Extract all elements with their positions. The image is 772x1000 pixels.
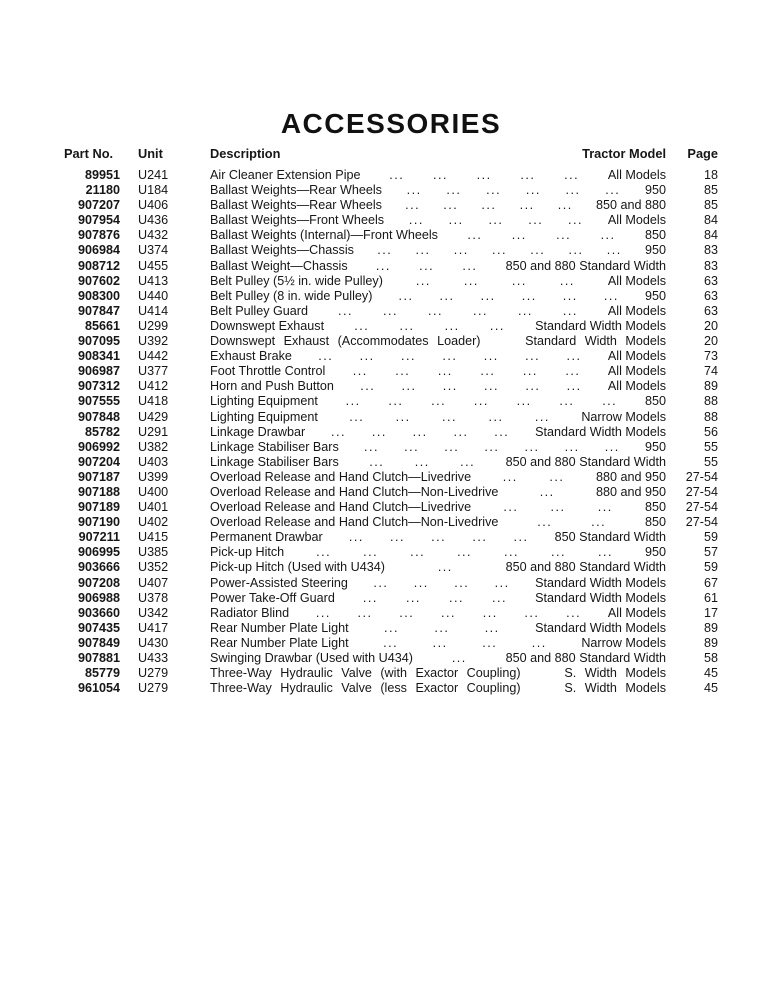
dot-leader: ... ... ... ... ... ... ... [315, 605, 582, 620]
description-text: Overload Release and Hand Clutch—Non-Livedrive [210, 484, 499, 499]
dot-leader: ... ... ... ... ... ... ... [318, 349, 582, 364]
tractor-model-cell: All Models [607, 605, 666, 620]
part-no-cell: 907187 [77, 469, 120, 484]
dot-leader: ... ... ... ... ... ... [360, 379, 582, 394]
part-no-cell: 906992 [77, 439, 120, 454]
table-row [64, 364, 718, 379]
tractor-model-cell: 850 [644, 394, 666, 409]
dot-leader: ... ... ... ... [362, 590, 508, 605]
part-no-cell: 89951 [84, 168, 120, 182]
description-cell [210, 198, 666, 213]
part-no-cell: 85661 [84, 318, 120, 333]
tractor-model-cell: 950 [644, 545, 666, 560]
part-no-cell: 907876 [77, 228, 120, 243]
table-row [64, 440, 718, 455]
dot-leader: ... ... ... ... ... ... ... [363, 439, 620, 454]
page-cell: 58 [703, 651, 718, 665]
tractor-model-cell: S. Width Models [564, 666, 666, 681]
page-cell: 27-54 [685, 515, 718, 530]
description-text: Pick-up Hitch [210, 545, 285, 560]
dot-leader: ... ... ... ... ... [405, 198, 573, 213]
description-text: Pick-up Hitch (Used with U434) [210, 560, 385, 575]
page-cell: 17 [703, 605, 718, 620]
description-cell [210, 651, 666, 666]
table-row [64, 636, 718, 651]
description-cell [210, 470, 666, 485]
dot-leader: ... ... ... ... ... [331, 424, 510, 439]
dot-leader: ... ... [537, 515, 607, 530]
table-row [64, 228, 718, 243]
page-cell: 84 [703, 213, 718, 228]
description-text: Exhaust Brake [210, 349, 292, 364]
tractor-model-cell: Standard Width Models [525, 334, 666, 349]
unit-cell: U455 [138, 258, 169, 273]
dot-leader: ... ... ... ... [467, 228, 616, 243]
unit-cell: U406 [138, 198, 169, 213]
table-row [64, 183, 718, 198]
header-page: Page [687, 146, 718, 161]
page-cell: 74 [703, 364, 718, 379]
tractor-model-cell: Narrow Models [581, 635, 666, 650]
dot-leader: ... ... ... ... ... [348, 530, 529, 545]
table-row [64, 198, 718, 213]
page-title: ACCESSORIES [280, 108, 502, 139]
part-no-cell: 906984 [77, 243, 120, 258]
page-cell: 67 [703, 575, 718, 590]
part-no-cell: 907211 [78, 530, 120, 545]
dot-leader: ... ... ... ... [383, 635, 547, 650]
description-text: Belt Pulley (5½ in. wide Pulley) [210, 273, 383, 288]
unit-cell: U412 [138, 379, 169, 394]
description-text: Lighting Equipment [210, 409, 318, 424]
unit-cell: U342 [138, 605, 169, 620]
part-no-cell: 907849 [77, 635, 120, 650]
description-cell [210, 243, 666, 258]
unit-cell: U291 [138, 424, 169, 439]
dot-leader: ... ... ... ... [415, 273, 575, 288]
table-row [64, 485, 718, 500]
unit-cell: U378 [138, 590, 169, 605]
tractor-model-cell: Standard Width Models [535, 590, 666, 605]
table-row [64, 681, 718, 696]
page-cell: 56 [703, 424, 718, 439]
table-row [64, 530, 718, 545]
tractor-model-cell: 850 and 880 Standard Width [505, 454, 666, 469]
dot-leader: ... ... ... ... ... ... [406, 183, 621, 198]
page-cell: 45 [703, 681, 718, 696]
description-cell [210, 636, 666, 651]
dot-leader: ... [539, 484, 555, 499]
unit-cell: U299 [138, 318, 169, 333]
unit-cell: U417 [138, 620, 169, 635]
table-row [64, 243, 718, 258]
description-text: Downswept Exhaust (Accommodates Loader) [210, 334, 481, 349]
part-no-cell: 907190 [77, 515, 120, 530]
description-text: Rear Number Plate Light [210, 620, 349, 635]
description-cell [210, 545, 666, 560]
dot-leader: ... ... ... ... ... ... ... [377, 243, 622, 258]
description-text: Power-Assisted Steering [210, 575, 348, 590]
part-no-cell: 906988 [77, 590, 120, 605]
header-unit: Unit [138, 146, 163, 161]
part-no-cell: 906987 [77, 364, 120, 379]
part-no-cell: 907954 [77, 213, 120, 228]
unit-cell: U382 [138, 439, 169, 454]
page-cell: 85 [703, 183, 718, 198]
header-tractor-model: Tractor Model [582, 146, 666, 161]
page-cell: 27-54 [685, 500, 718, 515]
table-row [64, 576, 718, 591]
tractor-model-cell: 850 [644, 500, 666, 515]
description-cell [210, 500, 666, 515]
unit-cell: U430 [138, 635, 169, 650]
table-row [64, 651, 718, 666]
page-cell: 88 [703, 394, 718, 409]
description-text: Ballast Weight—Chassis [210, 258, 348, 273]
table-row [64, 289, 718, 304]
page-cell: 89 [703, 620, 718, 635]
part-no-cell: 907847 [77, 303, 120, 318]
dot-leader: ... ... ... [369, 454, 476, 469]
tractor-model-cell: 950 [644, 183, 666, 198]
dot-leader: ... ... ... [383, 620, 500, 635]
dot-leader: ... ... ... ... ... [349, 409, 550, 424]
table-header [64, 146, 718, 166]
description-cell [210, 410, 666, 425]
table-row [64, 334, 718, 349]
dot-leader: ... [437, 560, 453, 575]
description-text: Foot Throttle Control [210, 364, 326, 379]
description-cell [210, 666, 666, 681]
description-cell [210, 591, 666, 606]
description-text: Belt Pulley (8 in. wide Pulley) [210, 288, 373, 303]
table-row [64, 545, 718, 560]
dot-leader: ... ... ... [375, 258, 478, 273]
unit-cell: U432 [138, 228, 169, 243]
description-cell [210, 515, 666, 530]
description-text: Three-Way Hydraulic Valve (less Exactor Coupling) [210, 681, 521, 696]
tractor-model-cell: Standard Width Models [535, 318, 666, 333]
description-cell [210, 183, 666, 198]
unit-cell: U392 [138, 334, 169, 349]
part-no-cell: 908341 [77, 349, 120, 364]
part-no-cell: 907208 [77, 575, 120, 590]
part-no-cell: 908712 [77, 258, 120, 273]
page-cell: 89 [703, 635, 718, 650]
header-part-no: Part No. [64, 146, 114, 161]
page-cell: 18 [703, 168, 718, 182]
description-text: Power Take-Off Guard [210, 590, 335, 605]
description-cell [210, 379, 666, 394]
page-cell: 59 [703, 530, 718, 545]
unit-cell: U418 [138, 394, 169, 409]
dot-leader: ... ... [502, 469, 565, 484]
description-cell [210, 319, 666, 334]
unit-cell: U415 [138, 530, 169, 545]
page-cell: 89 [703, 379, 718, 394]
page-cell: 73 [703, 349, 718, 364]
table-row [64, 591, 718, 606]
part-no-cell: 907204 [77, 454, 120, 469]
unit-cell: U352 [138, 560, 169, 575]
table-row [64, 259, 718, 274]
page-cell: 85 [703, 198, 718, 213]
part-no-cell: 85779 [84, 666, 120, 681]
page-cell: 27-54 [685, 469, 718, 484]
page-cell: 88 [703, 409, 718, 424]
unit-cell: U429 [138, 409, 169, 424]
dot-leader: ... ... ... ... ... [389, 168, 580, 182]
description-text: Horn and Push Button [210, 379, 334, 394]
unit-cell: U399 [138, 469, 169, 484]
table-row [64, 319, 718, 334]
part-no-cell: 907848 [77, 409, 120, 424]
unit-cell: U400 [138, 484, 169, 499]
description-text: Permanent Drawbar [210, 530, 323, 545]
part-no-cell: 961054 [77, 681, 120, 696]
table-row [64, 621, 718, 636]
description-text: Three-Way Hydraulic Valve (with Exactor Coupling) [210, 666, 521, 681]
description-text: Belt Pulley Guard [210, 303, 309, 318]
unit-cell: U436 [138, 213, 169, 228]
tractor-model-cell: All Models [607, 213, 666, 228]
tractor-model-cell: 950 [644, 439, 666, 454]
description-cell [210, 606, 666, 621]
tractor-model-cell: 880 and 950 [595, 469, 666, 484]
description-cell [210, 304, 666, 319]
description-cell [210, 394, 666, 409]
table-row [64, 455, 718, 470]
unit-cell: U385 [138, 545, 169, 560]
description-text: Ballast Weights—Chassis [210, 243, 354, 258]
part-no-cell: 906995 [77, 545, 120, 560]
tractor-model-cell: All Models [607, 303, 666, 318]
description-cell [210, 349, 666, 364]
tractor-model-cell: All Models [607, 364, 666, 379]
part-no-cell: 907312 [77, 379, 120, 394]
description-cell [210, 274, 666, 289]
description-cell [210, 485, 666, 500]
tractor-model-cell: 850 and 880 Standard Width [505, 258, 666, 273]
table-body [64, 168, 718, 696]
page-cell: 57 [703, 545, 718, 560]
description-cell [210, 560, 666, 575]
table-row [64, 304, 718, 319]
description-text: Lighting Equipment [210, 394, 318, 409]
part-no-cell: 903666 [77, 560, 120, 575]
part-no-cell: 908300 [77, 288, 120, 303]
unit-cell: U433 [138, 651, 169, 665]
page-cell: 27-54 [685, 484, 718, 499]
tractor-model-cell: S. Width Models [564, 681, 666, 696]
description-text: Swinging Drawbar (Used with U434) [210, 651, 413, 665]
tractor-model-cell: 850 Standard Width [554, 530, 666, 545]
dot-leader: ... ... ... ... ... ... [338, 303, 578, 318]
part-no-cell: 907602 [77, 273, 120, 288]
tractor-model-cell: All Models [607, 379, 666, 394]
part-no-cell: 907881 [77, 651, 120, 665]
description-text: Overload Release and Hand Clutch—Livedrive [210, 469, 472, 484]
page-cell: 84 [703, 228, 718, 243]
description-cell [210, 228, 666, 243]
page-cell: 55 [703, 439, 718, 454]
description-text: Overload Release and Hand Clutch—Livedrive [210, 500, 472, 515]
dot-leader: ... [451, 651, 467, 665]
dot-leader: ... ... ... ... [373, 575, 510, 590]
unit-cell: U403 [138, 454, 169, 469]
part-no-cell: 907188 [77, 484, 120, 499]
table-row [64, 410, 718, 425]
unit-cell: U407 [138, 575, 169, 590]
description-text: Linkage Stabiliser Bars [210, 454, 339, 469]
unit-cell: U377 [138, 364, 169, 379]
unit-cell: U279 [138, 681, 169, 696]
tractor-model-cell: 950 [644, 243, 666, 258]
table-row [64, 500, 718, 515]
unit-cell: U241 [138, 168, 169, 182]
description-text: Downswept Exhaust [210, 318, 325, 333]
page-cell: 83 [703, 258, 718, 273]
unit-cell: U442 [138, 349, 169, 364]
unit-cell: U279 [138, 666, 169, 681]
description-cell [210, 621, 666, 636]
description-cell [210, 213, 666, 228]
tractor-model-cell: Narrow Models [581, 409, 666, 424]
tractor-model-cell: 950 [644, 288, 666, 303]
description-cell [210, 259, 666, 274]
table-row [64, 425, 718, 440]
description-text: Ballast Weights—Front Wheels [210, 213, 385, 228]
dot-leader: ... ... ... ... ... ... ... [345, 394, 618, 409]
table-row [64, 213, 718, 228]
tractor-model-cell: 850 and 880 [595, 198, 666, 213]
tractor-model-cell: 850 and 880 Standard Width [505, 651, 666, 665]
description-cell [210, 289, 666, 304]
part-no-cell: 907435 [77, 620, 120, 635]
unit-cell: U401 [138, 500, 169, 515]
table-row [64, 666, 718, 681]
unit-cell: U184 [138, 183, 169, 198]
page-cell: 20 [703, 334, 718, 349]
unit-cell: U440 [138, 288, 169, 303]
description-cell [210, 425, 666, 440]
description-cell [210, 334, 666, 349]
description-text: Linkage Stabiliser Bars [210, 439, 339, 454]
table-row [64, 560, 718, 575]
page-cell: 63 [703, 303, 718, 318]
table-row [64, 606, 718, 621]
description-text: Overload Release and Hand Clutch—Non-Livedrive [210, 515, 499, 530]
part-no-cell: 907555 [77, 394, 120, 409]
description-cell [210, 168, 666, 183]
part-no-cell: 907095 [77, 334, 120, 349]
unit-cell: U374 [138, 243, 169, 258]
tractor-model-cell: 880 and 950 [595, 484, 666, 499]
description-cell [210, 455, 666, 470]
description-cell [210, 681, 666, 696]
part-no-cell: 21180 [85, 183, 120, 198]
description-text: Air Cleaner Extension Pipe [210, 168, 361, 182]
page-cell: 83 [703, 243, 718, 258]
tractor-model-cell: All Models [607, 349, 666, 364]
description-text: Radiator Blind [210, 605, 290, 620]
description-cell [210, 440, 666, 455]
description-text: Rear Number Plate Light [210, 635, 349, 650]
tractor-model-cell: Standard Width Models [535, 424, 666, 439]
table-row [64, 515, 718, 530]
part-no-cell: 903660 [77, 605, 120, 620]
tractor-model-cell: All Models [607, 273, 666, 288]
dot-leader: ... ... ... ... ... ... [398, 288, 619, 303]
part-no-cell: 907189 [77, 500, 120, 515]
dot-leader: ... ... ... ... ... ... [352, 364, 581, 379]
unit-cell: U413 [138, 273, 169, 288]
parts-table [64, 146, 718, 696]
description-text: Ballast Weights (Internal)—Front Wheels [210, 228, 438, 243]
table-row [64, 349, 718, 364]
unit-cell: U414 [138, 303, 169, 318]
table-row [64, 470, 718, 485]
tractor-model-cell: Standard Width Models [535, 575, 666, 590]
page-cell: 61 [703, 590, 718, 605]
tractor-model-cell: All Models [607, 168, 666, 182]
page-cell: 20 [703, 318, 718, 333]
page-cell: 55 [703, 454, 718, 469]
dot-leader: ... ... ... ... ... [408, 213, 584, 228]
dot-leader: ... ... ... ... [354, 318, 505, 333]
page-cell: 63 [703, 273, 718, 288]
tractor-model-cell: 850 and 880 Standard Width [505, 560, 666, 575]
page-cell: 59 [703, 560, 718, 575]
part-no-cell: 907207 [77, 198, 120, 213]
page-cell: 45 [703, 666, 718, 681]
part-no-cell: 85782 [84, 424, 120, 439]
description-cell [210, 576, 666, 591]
dot-leader: ... ... ... [503, 500, 613, 515]
table-row [64, 394, 718, 409]
table-row [64, 168, 718, 183]
description-text: Ballast Weights—Rear Wheels [210, 198, 382, 213]
tractor-model-cell: 850 [644, 228, 666, 243]
tractor-model-cell: Standard Width Models [535, 620, 666, 635]
dot-leader: ... ... ... ... ... ... ... [316, 545, 613, 560]
header-description: Description [210, 146, 281, 161]
description-text: Linkage Drawbar [210, 424, 306, 439]
unit-cell: U402 [138, 515, 169, 530]
description-cell [210, 530, 666, 545]
description-text: Ballast Weights—Rear Wheels [210, 183, 382, 198]
table-row [64, 274, 718, 289]
description-cell [210, 364, 666, 379]
page-cell: 63 [703, 288, 718, 303]
tractor-model-cell: 850 [644, 515, 666, 530]
table-row [64, 379, 718, 394]
